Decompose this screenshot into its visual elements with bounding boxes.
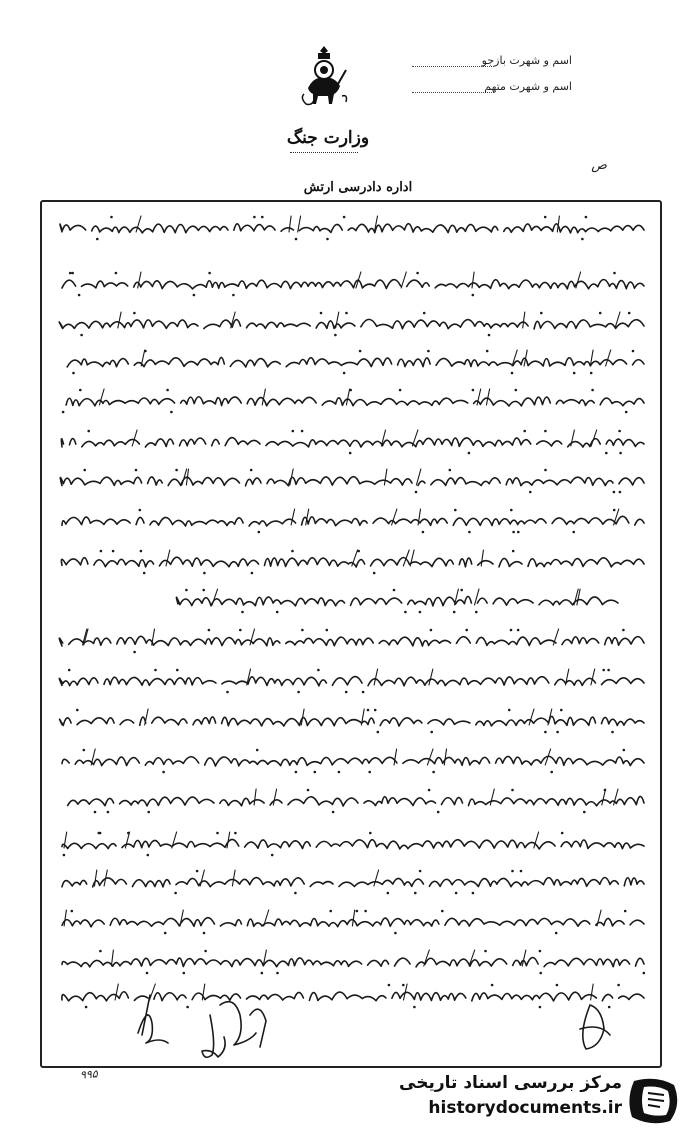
handwritten-line: [58, 906, 648, 936]
document-number: ۹۹۵: [79, 1067, 99, 1082]
handwritten-line: [58, 705, 648, 735]
signature-2-icon: [202, 1002, 256, 1058]
reference-mark: ص: [591, 158, 607, 173]
history-documents-logo-icon: [626, 1071, 686, 1127]
site-url: historydocuments.ir: [428, 1098, 622, 1118]
signature-4-icon: [580, 1005, 610, 1049]
handwritten-line: [58, 346, 648, 376]
dotted-line: [412, 92, 494, 93]
handwritten-line: [58, 946, 648, 976]
signature-1-icon: [138, 995, 168, 1043]
accused-name-label: اسم و شهرت متهم: [484, 80, 572, 93]
handwritten-line: [58, 546, 648, 576]
accused-name-field: [412, 80, 572, 96]
handwritten-line: [58, 828, 648, 858]
handwritten-line: [58, 426, 648, 456]
handwritten-line: [58, 585, 648, 615]
handwritten-line: [58, 385, 648, 415]
signatures: [100, 985, 660, 1075]
handwritten-line: [58, 465, 648, 495]
interrogator-name-label: اسم و شهرت بازجو: [481, 54, 572, 67]
handwritten-line: [58, 866, 648, 896]
handwritten-line: [58, 308, 648, 338]
handwritten-line: [58, 745, 648, 775]
ministry-title: وزارت جنگ: [286, 128, 370, 148]
handwritten-line: [58, 665, 648, 695]
department-title: اداره دادرسی ارتش: [303, 180, 413, 195]
interrogator-name-field: [412, 54, 572, 70]
handwritten-line: [58, 625, 648, 655]
lion-and-sun-emblem-icon: [298, 44, 350, 110]
site-name: مرکز بررسی اسناد تاریخی: [399, 1073, 622, 1093]
title-underline: [290, 152, 358, 153]
handwritten-line: [58, 212, 648, 242]
handwritten-line: [58, 505, 648, 535]
handwritten-line: [58, 785, 648, 815]
signature-3-icon: [250, 1009, 266, 1047]
handwritten-line: [58, 268, 648, 298]
